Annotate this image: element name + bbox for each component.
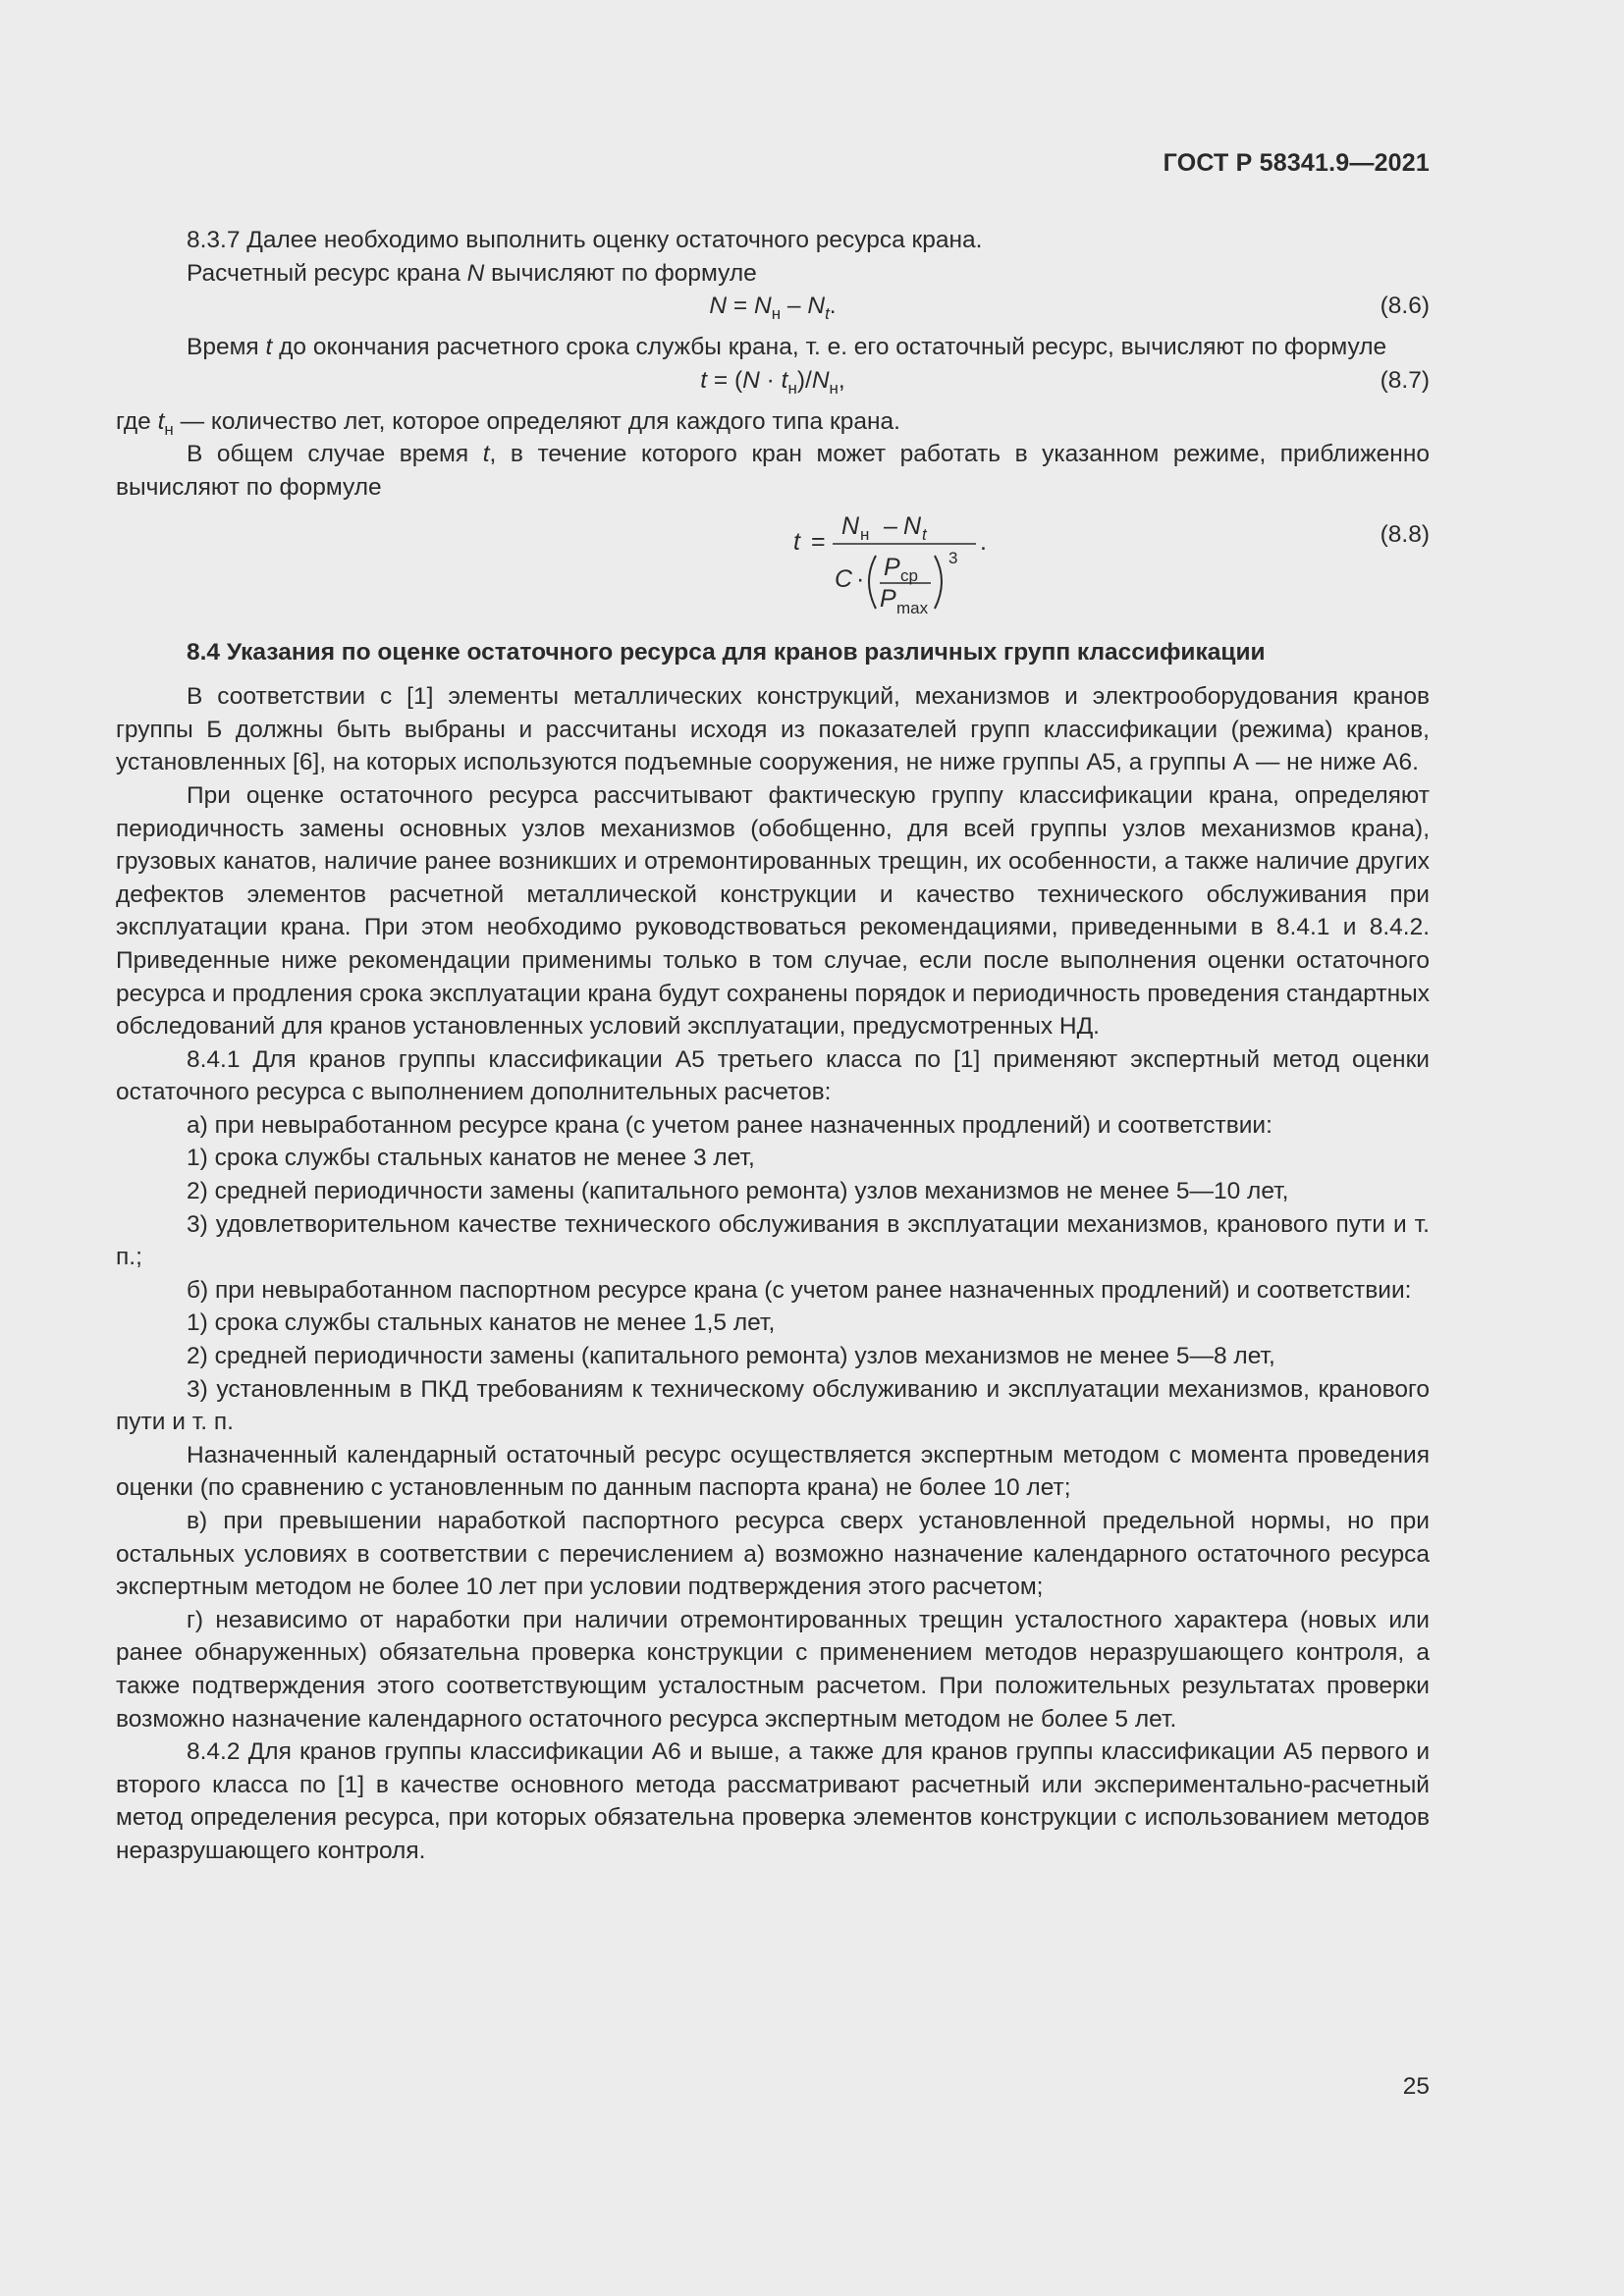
list-item: 2) средней периодичности замены (капитального ремонта) узлов механизмов не менее 5—8 лет, xyxy=(187,1343,1275,1370)
list-item: а) при невыработанном ресурсе крана (с учетом ранее назначенных продлений) и соответствии: xyxy=(187,1111,1272,1139)
formula-8-6 xyxy=(116,290,1430,331)
list-item: 1) срока службы стальных канатов не менее 1,5 лет, xyxy=(187,1309,776,1337)
list-item: в) при превышении наработкой паспортного ресурса сверх установленной предельной нормы, но при остальных условиях в соответствии с перечислением а) возможно назначение календарного остаточного ресурса экспертным методом не более 10 лет при условии подтверждения этого расчетом; xyxy=(116,1508,1430,1601)
f88-num-n2: N xyxy=(903,511,922,540)
paragraph-body: 8.4.1 Для кранов группы классификации А5 третьего класса по [1] применяют экспертный метод оценки остаточного ресурса с выполнением дополнительных расчетов: xyxy=(116,1045,1430,1106)
f88-p-top-sub: ср xyxy=(900,565,918,585)
paragraph-body: В соответствии с [1] элементы металлических конструкций, механизмов и электрооборудования кранов группы Б должны быть выбраны и рассчитаны исходя из показателей групп классификации (режима) кранов, установленных [6], на которых используются подъемные сооружения, не ниже группы А5, а группы А — не ниже А6. xyxy=(116,683,1430,776)
f88-exponent: 3 xyxy=(948,548,958,567)
document-header: ГОСТ Р 58341.9—2021 xyxy=(1163,149,1430,177)
paragraph-body: Назначенный календарный остаточный ресурс осуществляется экспертным методом с момента проведения оценки (по сравнению с установленным по данным паспорта крана) не более 10 лет; xyxy=(116,1441,1430,1502)
f88-num-n1: N xyxy=(841,511,860,540)
list-item: 3) удовлетворительном качестве технического обслуживания в эксплуатации механизмов, кранового пути и т. п.; xyxy=(116,1210,1430,1271)
f88-t: t xyxy=(793,527,800,556)
general-intro: В общем случае время t, в течение которого кран может работать в указанном режиме, приближенно вычисляют по формуле xyxy=(116,441,1430,501)
formula-8-8-number: (8.8) xyxy=(1380,520,1430,548)
page-number: 25 xyxy=(1402,2073,1430,2100)
f88-p-top: P xyxy=(884,553,900,581)
formula-8-6-expression: $N = N_н - N_t$. xyxy=(709,293,837,324)
where-clause: где $t_н$ — количество лет, которое определяют для каждого типа крана. xyxy=(116,407,900,439)
f88-num-sub1: н xyxy=(860,524,870,544)
list-item: 1) срока службы стальных канатов не менее 3 лет, xyxy=(187,1145,755,1172)
section-heading-8-4: 8.4 Указания по оценке остаточного ресурса для кранов различных групп классификации xyxy=(187,638,1266,666)
formula-8-6-number: (8.6) xyxy=(1380,293,1430,320)
f88-minus: – xyxy=(884,511,897,540)
calc-intro: Расчетный ресурс крана N вычисляют по формуле xyxy=(187,259,757,287)
formula-8-8-expression xyxy=(666,505,1000,618)
list-item: г) независимо от наработки при наличии отремонтированных трещин усталостного характера (новых или ранее обнаруженных) обязательна проверка конструкции с применением методов неразрушающего контроля, а также подтверждения этого соответствующим усталостным расчетом. При положительных результатах проверки возможно назначение календарного остаточного ресурса экспертным методом не более 5 лет. xyxy=(116,1606,1430,1733)
formula-8-7-number: (8.7) xyxy=(1380,366,1430,394)
f88-p-bot-sub: max xyxy=(896,598,929,617)
paragraph-body: При оценке остаточного ресурса рассчитывают фактическую группу классификации крана, определяют периодичность замены основных узлов механизмов (обобщенно, для всей группы узлов механизмов крана), грузовых канатов, наличие ранее возникших и отремонтированных трещин, их особенности, а также наличие других дефектов элементов расчетной металлической конструкции и качество технического обслуживания при эксплуатации крана. При этом необходимо руководствоваться рекомендациями, приведенными в 8.4.1 и 8.4.2. Приведенные ниже рекомендации применимы только в том случае, если после выполнения оценки остаточного ресурса и продления срока эксплуатации крана будут сохранены порядок и периодичность проведения стандартных обследований для кранов установленных условий эксплуатации, предусмотренных НД. xyxy=(116,781,1430,1041)
paragraph-body: 8.4.2 Для кранов группы классификации А6 и выше, а также для кранов группы классификации А5 первого и второго класса по [1] в качестве основного метода рассматривают расчетный или экспериментально-расчетный метод определения ресурса, при которых обязательна проверка элементов конструкции с использованием методов неразрушающего контроля. xyxy=(116,1738,1430,1864)
f88-eq: = xyxy=(811,527,826,556)
f88-right-paren xyxy=(935,556,942,609)
list-item: б) при невыработанном паспортном ресурсе крана (с учетом ранее назначенных продлений) и соответствии: xyxy=(187,1276,1412,1304)
f88-c: C xyxy=(835,564,853,593)
list-item: 2) средней периодичности замены (капитального ремонта) узлов механизмов не менее 5—10 лет, xyxy=(187,1178,1289,1205)
page-content xyxy=(116,224,1430,1868)
formula-8-7 xyxy=(116,364,1430,405)
f88-dot: · xyxy=(856,564,865,593)
paragraph-8-3-7: 8.3.7 Далее необходимо выполнить оценку остаточного ресурса крана. xyxy=(187,227,983,253)
time-intro: Время t до окончания расчетного срока службы крана, т. е. его остаточный ресурс, вычисляют по формуле xyxy=(187,334,1387,361)
f88-p-bot: P xyxy=(880,584,896,613)
list-item: 3) установленным в ПКД требованиям к техническому обслуживанию и эксплуатации механизмов, кранового пути и т. п. xyxy=(116,1375,1430,1436)
f88-period: . xyxy=(980,527,987,556)
formula-8-8 xyxy=(116,505,1430,618)
f88-num-sub2: t xyxy=(922,524,927,544)
formula-8-7-expression: $t = (N \cdot t_н)/N_н$, xyxy=(700,366,845,398)
f88-left-paren xyxy=(869,556,876,609)
